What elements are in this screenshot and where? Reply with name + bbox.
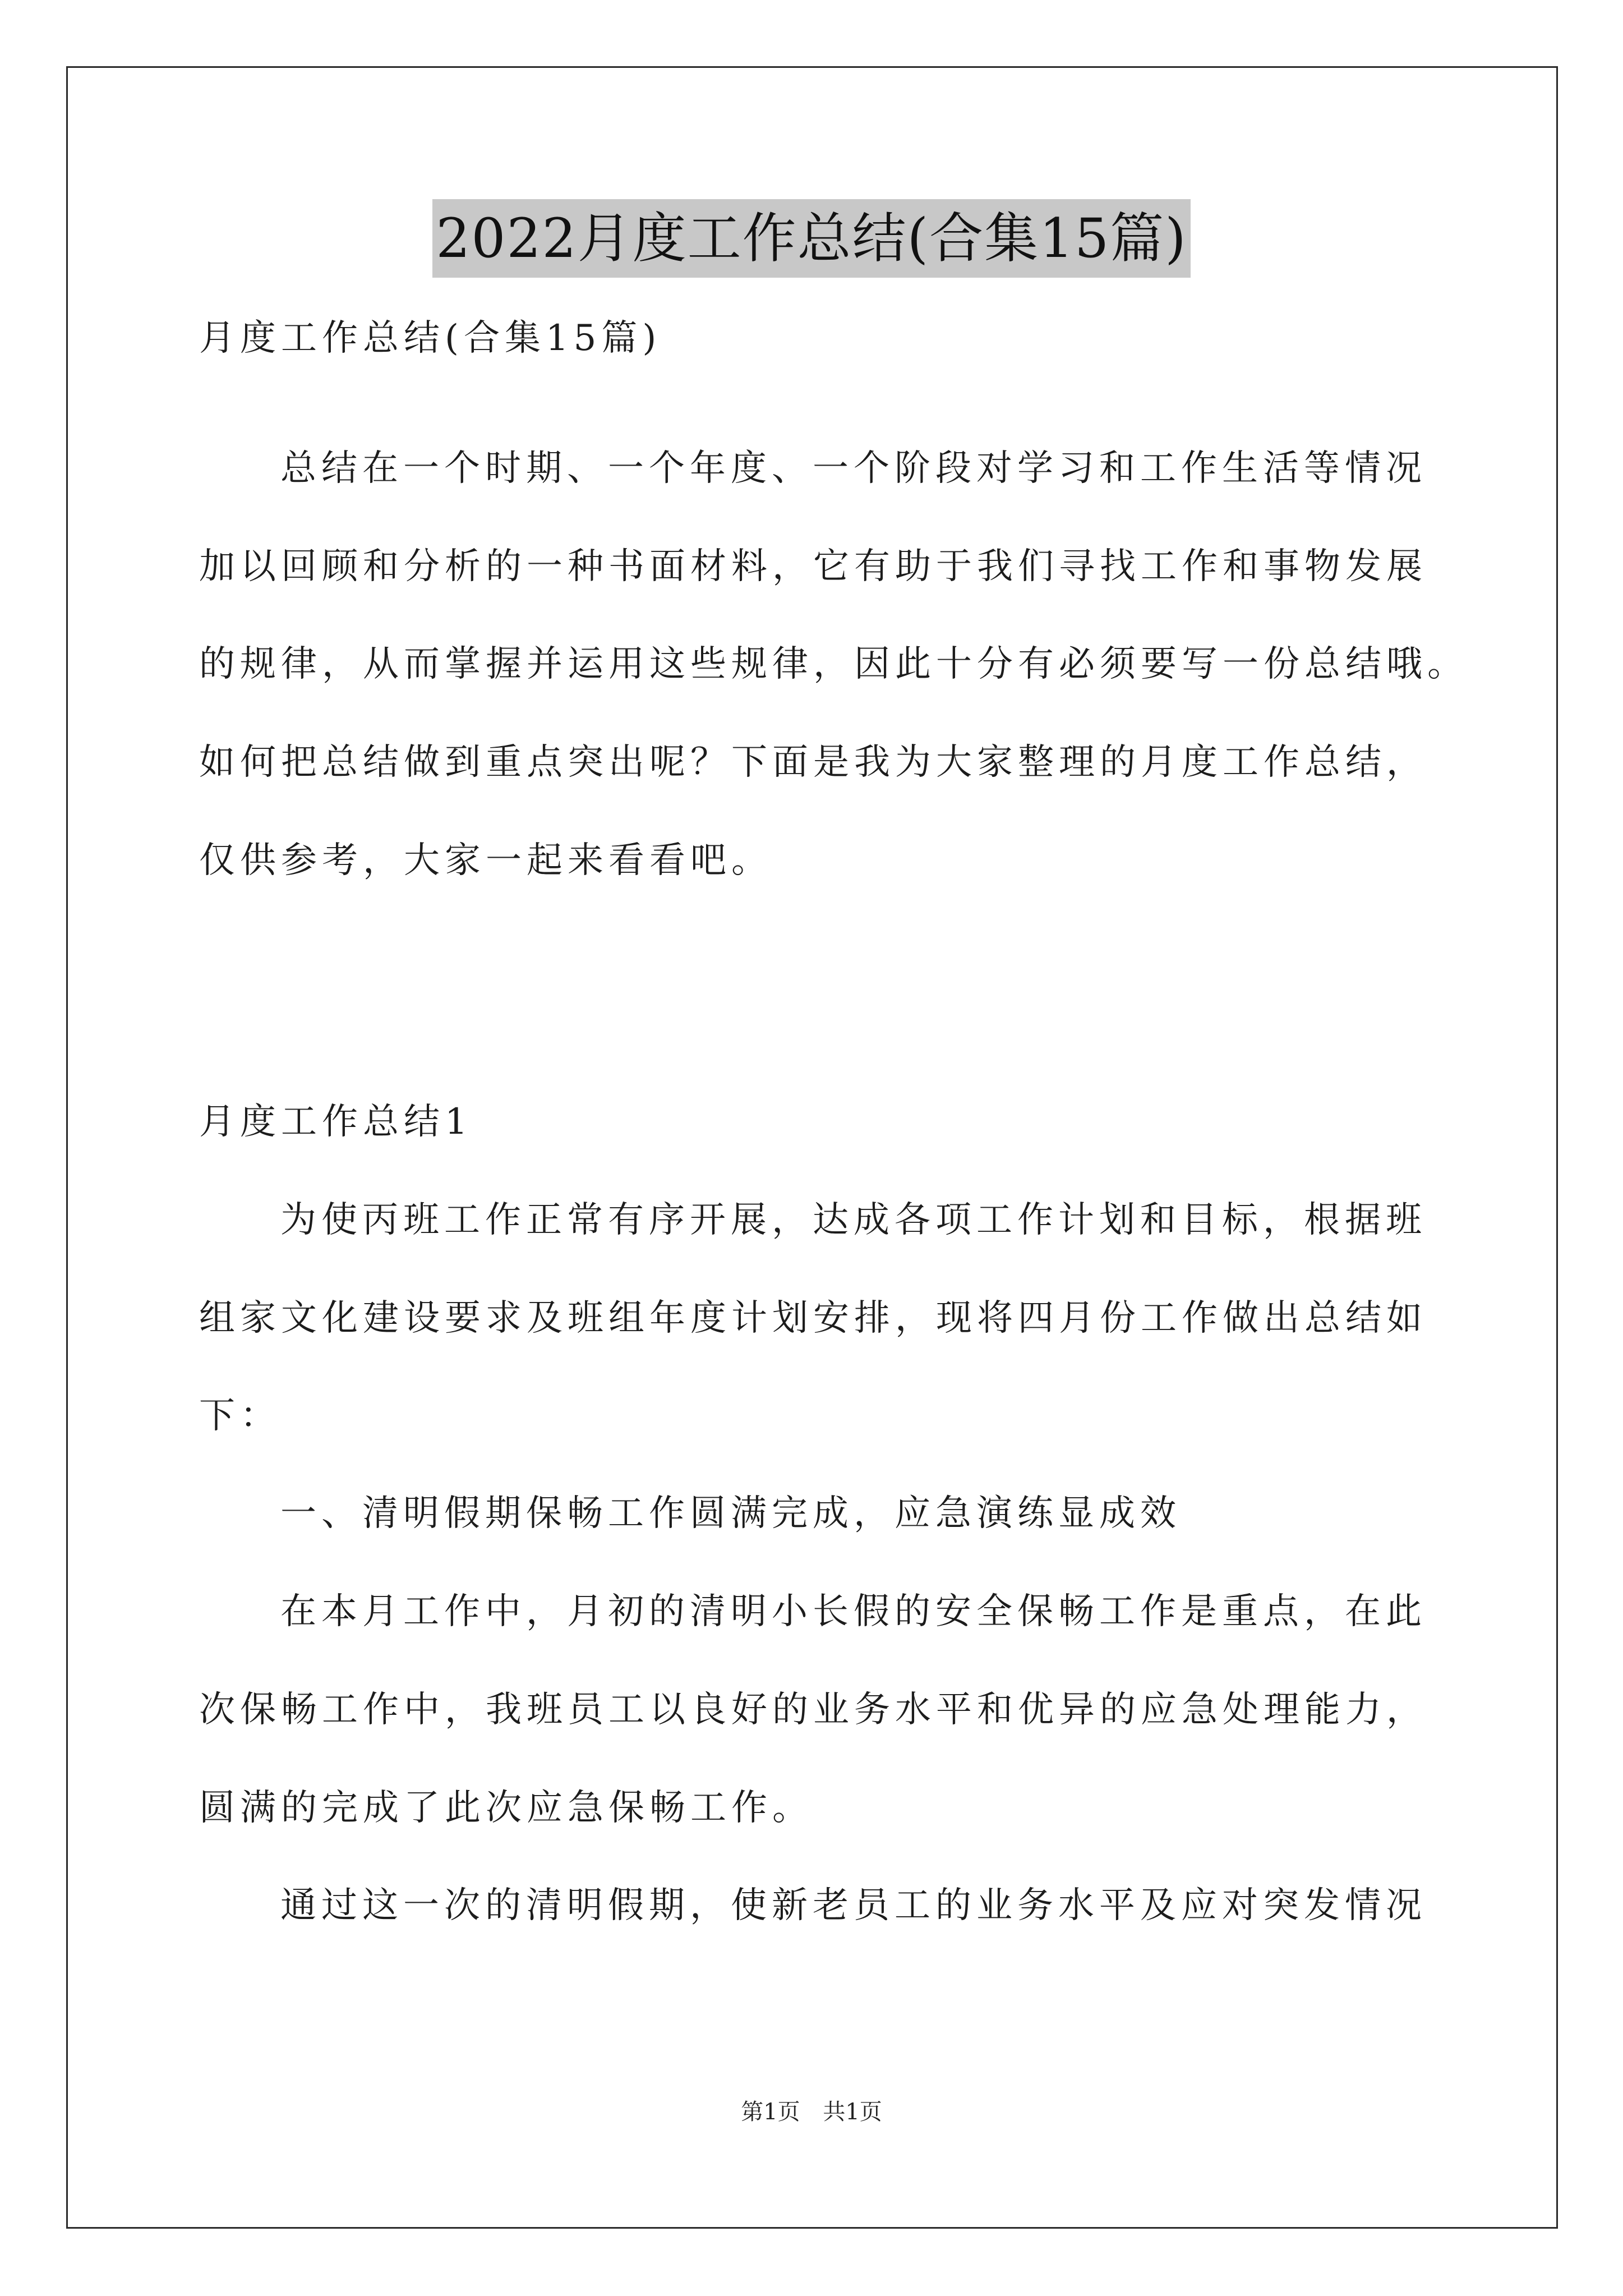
subheading: 一、清明假期保畅工作圆满完成，应急演练显成效 [280,1493,1181,1534]
intro-line-2: 加以回顾和分析的一种书面材料，它有助于我们寻找工作和事物发展 [199,546,1427,587]
document-title: 2022月度工作总结(合集15篇) [432,199,1190,278]
title-wrap [0,199,1623,278]
para1-line-1: 为使丙班工作正常有序开展，达成各项工作计划和目标，根据班 [280,1199,1427,1241]
page-number: 第1页 [741,2099,800,2125]
para2-line-1: 在本月工作中，月初的清明小长假的安全保畅工作是重点，在此 [280,1591,1427,1632]
para1-line-3: 下： [199,1395,281,1437]
section-heading: 月度工作总结1 [199,1101,473,1143]
para3-line-1: 通过这一次的清明假期，使新老员工的业务水平及应对突发情况 [280,1885,1427,1926]
para2-line-3: 圆满的完成了此次应急保畅工作。 [199,1787,813,1829]
intro-line-5: 仅供参考，大家一起来看看吧。 [199,840,772,881]
para2-line-2: 次保畅工作中，我班员工以良好的业务水平和优异的应急处理能力， [199,1689,1427,1731]
page-total: 共1页 [823,2099,882,2125]
intro-line-3: 的规律，从而掌握并运用这些规律，因此十分有必须要写一份总结哦。 [199,643,1468,685]
intro-line-1: 总结在一个时期、一个年度、一个阶段对学习和工作生活等情况 [280,448,1427,489]
page-footer [0,2095,1623,2129]
para1-line-2: 组家文化建设要求及班组年度计划安排，现将四月份工作做出总结如 [199,1297,1427,1339]
intro-line-4: 如何把总结做到重点突出呢？下面是我为大家整理的月度工作总结， [199,742,1427,783]
document-subtitle: 月度工作总结(合集15篇) [199,318,662,359]
